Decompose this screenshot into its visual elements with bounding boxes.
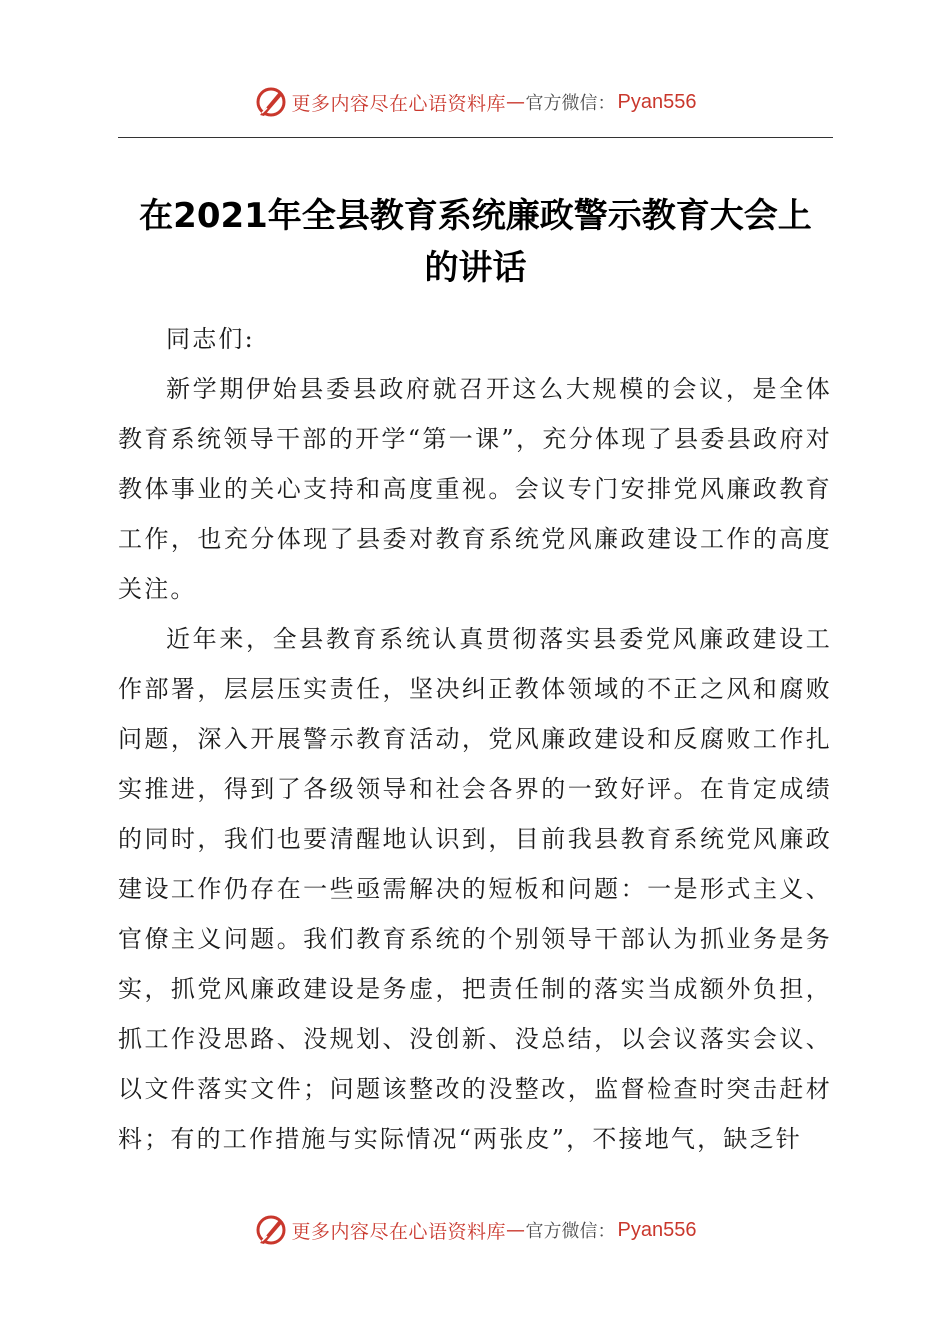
paragraph: 近年来，全县教育系统认真贯彻落实县委党风廉政建设工作部署，层层压实责任，坚决纠正教体领域的不正之风和腐败问题，深入开展警示教育活动，党风廉政建设和反腐败工作扎实推进，得到了各级领导和社会各界的一致好评。在肯定成绩的同时，我们也要清醒地认识到，目前我县教育系统党风廉政建设工作仍存在一些亟需解决的短板和问题：一是形式主义、官僚主义问题。我们教育系统的个别领导干部认为抓业务是务实，抓党风廉政建设是务虚，把责任制的落实当成额外负担，抓工作没思路、没规划、没创新、没总结，以会议落实会议、以文件落实文件；问题该整改的没整改，监督检查时突击赶材料；有的工作措施与实际情况“两张皮”，不接地气，缺乏针	[118, 625, 832, 1153]
header-banner	[0, 82, 950, 122]
banner-text: 更多内容尽在心语资料库	[291, 92, 507, 115]
wechat-label: 官方微信：	[525, 93, 616, 114]
wechat-id: Pyan556	[617, 90, 697, 113]
header-divider	[118, 137, 833, 138]
salutation: 同志们:	[166, 325, 255, 353]
paragraph: 新学期伊始县委县政府就召开这么大规模的会议，是全体教育系统领导干部的开学“第一课”，充分体现了县委县政府对教体事业的关心支持和高度重视。会议专门安排党风廉政教育工作，也充分体现了县委对教育系统党风廉政建设工作的高度关注。	[118, 375, 832, 603]
banner-dash: —	[506, 1219, 526, 1241]
quill-pen-icon	[254, 1213, 288, 1247]
wechat-label: 官方微信：	[525, 1221, 616, 1242]
title-line-2: 的讲话	[424, 248, 527, 288]
document-title	[118, 190, 833, 294]
wechat-id: Pyan556	[617, 1218, 697, 1241]
footer-banner	[0, 1210, 950, 1250]
quill-pen-icon	[254, 85, 288, 119]
banner-dash: —	[506, 91, 526, 113]
banner-text: 更多内容尽在心语资料库	[291, 1220, 507, 1243]
document-body	[118, 314, 832, 1164]
title-line-1: 在2021年全县教育系统廉政警示教育大会上	[139, 196, 812, 236]
